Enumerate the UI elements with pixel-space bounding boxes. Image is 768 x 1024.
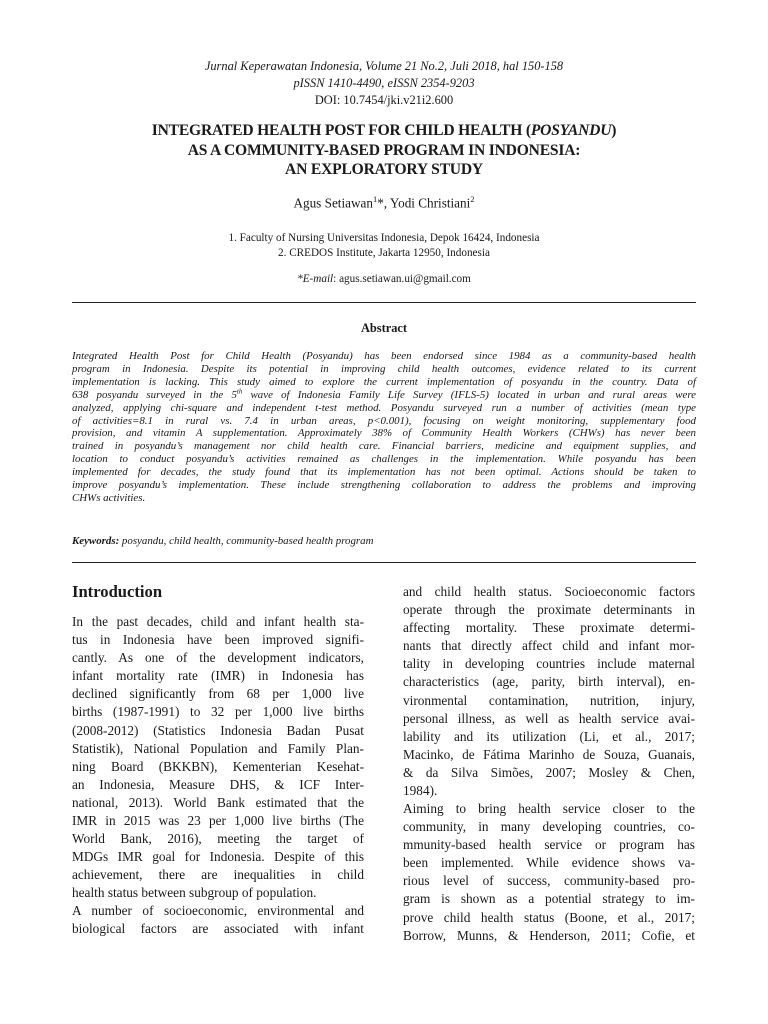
divider-bottom [72, 562, 696, 563]
text-line: A number of socioeconomic, environmental and [72, 903, 364, 918]
text-line: World Bank, 2016), meeting the target of [72, 831, 364, 847]
text-line: rious level of success, community-based pro- [403, 873, 695, 889]
text-line: tality in developing countries include maternal [403, 656, 695, 672]
journal-doi[interactable]: DOI: 10.7454/jki.v21i2.600 [314, 93, 454, 107]
text-line: community, in many developing countries, co- [403, 819, 695, 835]
affiliation-2: 2. CREDOS Institute, Jakarta 12950, Indonesia [278, 247, 490, 259]
text-line: infant mortality rate (IMR) in Indonesia has [72, 668, 364, 684]
text-line: national, 2013). World Bank estimated that the [72, 794, 364, 810]
text-line: lability and its utilization (Li, et al., 2017; [403, 728, 695, 744]
abstract-heading: Abstract [360, 321, 408, 335]
section-heading-introduction: Introduction [72, 582, 163, 601]
text-line: vironmental contamination, nutrition, injury, [403, 692, 695, 708]
right-column-paragraph-1 [403, 583, 695, 800]
abstract-line: Integrated Health Post for Child Health (Posyandu) has been endorsed since 1984 as a community-based health [72, 350, 696, 362]
abstract-line: implemented for decades, the study found that its implementation has not been optimal. Actions should be taken to [72, 466, 696, 479]
abstract-line: trained in posyandu’s management nor child health care. Financial barriers, medicine and equipment supplies, and [72, 440, 696, 453]
text-line: prove child health status (Boone, et al., 2017; [403, 909, 695, 925]
abstract-line: analyzed, applying chi-square and independent t-test method. Posyandu surveyed run a number of activities (mean type [72, 401, 696, 414]
text-line: ning Board (BKKBN), Kementerian Kesehat- [72, 758, 364, 774]
text-line: been implemented. While evidence shows va- [403, 855, 695, 871]
text-line: an Indonesia, Measure DHS, & ICF Inter- [72, 776, 364, 792]
text-line: 1984). [403, 783, 438, 799]
text-line: IMR in 2015 was 23 per 1,000 live births (The [72, 813, 364, 829]
text-line: (2008-2012) (Statistics Indonesia Badan Pusat [72, 722, 364, 738]
title-line-1: INTEGRATED HEALTH POST FOR CHILD HEALTH (POSYANDU) [151, 122, 617, 139]
author-2: Yodi Christiani [389, 195, 471, 211]
text-line: Aiming to bring health service closer to the [403, 801, 695, 816]
abstract-line: CHWs activities. [72, 491, 146, 504]
left-column-paragraph-1 [72, 613, 364, 903]
affiliation-1: 1. Faculty of Nursing Universitas Indonesia, Depok 16424, Indonesia [228, 232, 540, 244]
text-line: & da Silva Simões, 2007; Mosley & Chen, [403, 764, 695, 780]
left-column-paragraph-2 [72, 902, 364, 938]
corresponding-email: *E-mail: agus.setiawan.ui@gmail.com [297, 273, 471, 285]
text-line: gram is shown as a potential strategy to im- [403, 891, 695, 907]
abstract-line: implementation is lacking. This study aimed to explore the current implementation of posyandu in the country. Data of [72, 375, 696, 388]
affiliations [0, 231, 768, 261]
text-line: Macinko, de Fátima Marinho de Souza, Guanais, [403, 746, 695, 762]
author-1: Agus Setiawan [293, 195, 373, 211]
right-column-paragraph-2 [403, 800, 695, 945]
keywords-label: Keywords: [72, 535, 120, 547]
text-line: births (1987-1991) to 32 per 1,000 live births [72, 704, 364, 720]
divider-top [72, 302, 696, 303]
text-line: affecting mortality. These proximate determi- [403, 620, 695, 636]
abstract-line: program in Indonesia. Despite its potential in improving child health outcomes, evidence related to its current [72, 362, 696, 375]
text-line: health status between subgroup of population. [72, 885, 317, 901]
text-line: nants that directly affect child and infant mor- [403, 638, 695, 654]
text-line: MDGs IMR goal for Indonesia. Despite of this [72, 849, 364, 865]
text-line: declined significantly from 68 per 1,000 live [72, 686, 364, 702]
abstract-line: location to conduct posyandu’s activities remained as challenges in the implementation. While posyandu has been [72, 453, 696, 466]
abstract-line: improve posyandu’s implementation. These include strengthening collaboration to address the problems and improving [72, 479, 696, 492]
text-line: tus in Indonesia have been improved signifi- [72, 632, 364, 648]
journal-citation: Jurnal Keperawatan Indonesia, Volume 21 No.2, Juli 2018, hal 150-158 [204, 59, 564, 73]
title-line-3: AN EXPLORATORY STUDY [285, 161, 483, 178]
text-line: Statistik), National Population and Family Plan- [72, 740, 364, 756]
abstract-line: of activities=8.1 in rural vs. 7.4 in urban areas, p<0.001), focusing on weight monitoring, supplementary food [72, 414, 696, 427]
text-line: mmunity-based health service or program has [403, 837, 695, 853]
text-line: operate through the proximate determinants in [403, 602, 695, 618]
text-line: cantly. As one of the development indicators, [72, 650, 364, 666]
title-line-2: AS A COMMUNITY-BASED PROGRAM IN INDONESIA: [187, 141, 581, 159]
journal-issn: pISSN 1410-4490, eISSN 2354-9203 [293, 76, 475, 90]
text-line: characteristics (age, parity, birth interval), en- [403, 674, 695, 690]
text-line: and child health status. Socioeconomic factors [403, 584, 695, 599]
keywords [72, 535, 696, 547]
text-line: In the past decades, child and infant health sta- [72, 614, 364, 629]
author-list: Agus Setiawan$^1$*, Yodi Christiani$^2$ [293, 194, 475, 211]
paper-title [0, 121, 768, 180]
abstract-line: provision, and vitamin A supplementation. Approximately 38% of Community Health Workers (CHWs) has never been [72, 427, 696, 440]
keywords-value: posyandu, child health, community-based health program [119, 535, 374, 547]
abstract-line: 638 posyandu surveyed in the 5th wave of Indonesia Family Life Survey (IFLS-5) located in urban and rural areas were [72, 387, 696, 401]
abstract-body [72, 350, 696, 505]
text-line: biological factors are associated with infant [72, 921, 364, 937]
text-line: achievement, there are inequalities in child [72, 867, 364, 883]
journal-header [0, 58, 768, 109]
text-line: personal illness, as well as health service avai- [403, 710, 695, 726]
text-line: Borrow, Munns, & Henderson, 2011; Cofie, et [403, 927, 695, 943]
